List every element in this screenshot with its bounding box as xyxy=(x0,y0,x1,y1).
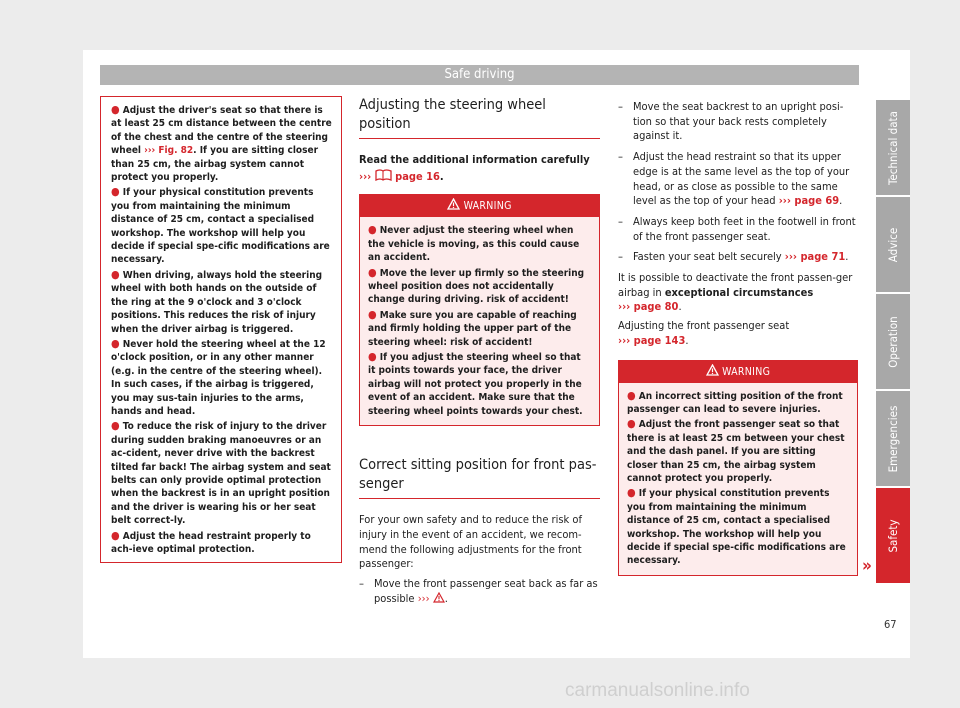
side-tabs xyxy=(876,100,910,585)
bullet-text: To reduce the risk of injury to the driver during sudden braking manoeuvres or an ac-cident, never drive with the backrest tilted far back! The airbag system and seat belts can only provide optimal protection when the backrest is in an upright position and the driver is wearing his or her seat belt correct-ly. xyxy=(111,421,331,527)
bullet-text: Never hold the steering wheel at the 12 o'clock position, or in any other manner (e.g. in the centre of the steering wheel). In such cases, if the airbag is triggered, you may sus-tain injuries to the arms, hands and head. xyxy=(111,338,326,417)
book-icon xyxy=(375,168,392,181)
bullet-icon: ● xyxy=(111,185,120,199)
warning-header: WARNING xyxy=(619,361,857,383)
bullet-icon: ● xyxy=(627,417,636,431)
list-item: – Move the seat backrest to an upright posi-tion so that your back rests completely against it. xyxy=(618,100,844,143)
watermark: carmanualsonline.info xyxy=(565,680,750,701)
bullet-text: When driving, always hold the steering wheel with both hands on the outside of the ring at the 9 o'clock and 3 o'clock positions. This reduces the risk of injury when the driver airbag is triggered. xyxy=(111,269,323,335)
list-item: ● If your physical constitution prevents you from maintaining the minimum distance of 25 cm, contact a specialised workshop. The workshop will help you decide if special spe-cific modifications are necessary. xyxy=(627,486,846,567)
warning-icon xyxy=(706,364,719,376)
bullet-icon: ● xyxy=(111,336,120,350)
paragraph: Adjusting the front passenger seat ››› page 143. xyxy=(618,319,790,347)
page-link[interactable]: ››› page 143 xyxy=(618,333,686,347)
bullet-icon: ● xyxy=(368,350,377,364)
middle-column xyxy=(359,96,600,606)
list-item: – Always keep both feet in the footwell in front of the front passenger seat. xyxy=(618,214,856,243)
bullet-icon: ● xyxy=(627,388,636,402)
bullet-icon: ● xyxy=(111,103,120,116)
bullet-icon: ● xyxy=(627,486,636,500)
figure-link[interactable]: ››› Fig. 82 xyxy=(144,145,194,157)
warning-header: WARNING xyxy=(360,195,599,217)
bullet-text: If your physical constitution prevents you from maintaining the minimum distance of 25 cm, contact a specialised workshop. The workshop will help you decide if special spe-cific modifications are necessary. xyxy=(111,187,330,266)
list-item xyxy=(111,337,333,418)
paragraph: It is possible to deactivate the front passen-ger airbag in exceptional circumstances ››› page 80. xyxy=(618,271,853,314)
tab-operation[interactable]: Operation xyxy=(876,294,910,389)
list-item: ● Move the lever up firmly so the steering wheel position does not accidentally change during driving. risk of accident! xyxy=(368,265,585,306)
list-item: – Fasten your seat belt securely ››› page 71. xyxy=(618,250,849,264)
page-link[interactable]: ››› page 69 xyxy=(778,194,840,208)
continue-icon: » xyxy=(862,556,872,576)
page-number: 67 xyxy=(884,618,897,631)
read-more-note: Read the additional information carefully ››› page 16. xyxy=(359,153,590,183)
warning-icon xyxy=(433,592,445,603)
bullet-icon: ● xyxy=(111,419,120,433)
warning-box xyxy=(618,360,858,576)
list-item: ● Adjust the driver's seat so that there is at least 25 cm distance between the centre of the chest and the centre of the steering wheel ››› Fig. 82. If you are sitting closer than 25 cm, the airbag system cannot protect you properly. xyxy=(111,103,332,184)
bullet-icon: ● xyxy=(368,265,377,279)
bullet-icon: ● xyxy=(368,307,377,321)
intro-paragraph: For your own safety and to reduce the risk of injury in the event of an accident, we recom-mend the following adjustments for the front passenger: xyxy=(359,513,582,571)
page-link[interactable]: ››› page 16 xyxy=(359,169,440,183)
left-warning-box xyxy=(100,96,342,563)
list-item: ● Never adjust the steering wheel when the vehicle is moving, as this could cause an accident. xyxy=(368,223,580,264)
list-item xyxy=(111,185,333,266)
list-item: ● Adjust the front passenger seat so that there is at least 25 cm between your chest and the dash panel. If you are sitting closer than 25 cm, the airbag system cannot protect you properly. xyxy=(627,417,845,484)
section-heading: Correct sitting position for front pas-senger xyxy=(359,456,600,499)
bullet-icon: ● xyxy=(111,267,120,281)
warning-link[interactable]: ››› xyxy=(418,592,445,605)
bullet-icon: ● xyxy=(111,528,120,542)
section-heading: Adjusting the steering wheel position xyxy=(359,96,600,139)
list-item: ● Make sure you are capable of reaching and firmly holding the upper part of the steering wheel: risk of accident! xyxy=(368,307,577,348)
page-link[interactable]: ››› page 80 xyxy=(618,300,679,314)
page-link[interactable]: ››› page 71 xyxy=(784,250,846,264)
tab-advice[interactable]: Advice xyxy=(876,197,910,292)
right-column xyxy=(618,100,858,576)
list-item xyxy=(111,419,333,527)
list-item: – Move the front passenger seat back as far as possible ››› . xyxy=(359,576,598,605)
tab-technical-data[interactable]: Technical data xyxy=(876,100,910,195)
bullet-text: Adjust the driver's seat so that there is at least 25 cm distance between the centre of the chest and the centre of the steering wheel xyxy=(111,105,332,157)
tab-emergencies[interactable]: Emergencies xyxy=(876,391,910,486)
bullet-icon: ● xyxy=(368,223,377,237)
warning-box xyxy=(359,194,600,426)
tab-safety[interactable]: Safety xyxy=(876,488,910,583)
list-item xyxy=(111,268,333,336)
warning-icon xyxy=(447,198,460,210)
bullet-text: Adjust the head restraint properly to ach-ieve optimal protection. xyxy=(111,530,311,555)
list-item xyxy=(111,529,333,557)
list-item: – Adjust the head restraint so that its upper edge is at the same level as the top of your head, or as close as possible to the same level as the top of your head ››› page 69. xyxy=(618,150,850,208)
list-item: ● If you adjust the steering wheel so that it points towards your face, the driver airbag will not protect you properly in the event of an accident. Make sure that the steering wheel points towards your chest. xyxy=(368,350,583,417)
list-item: ● An incorrect sitting position of the front passenger can lead to severe injuries. xyxy=(627,388,843,415)
page-header: Safe driving xyxy=(100,65,859,85)
